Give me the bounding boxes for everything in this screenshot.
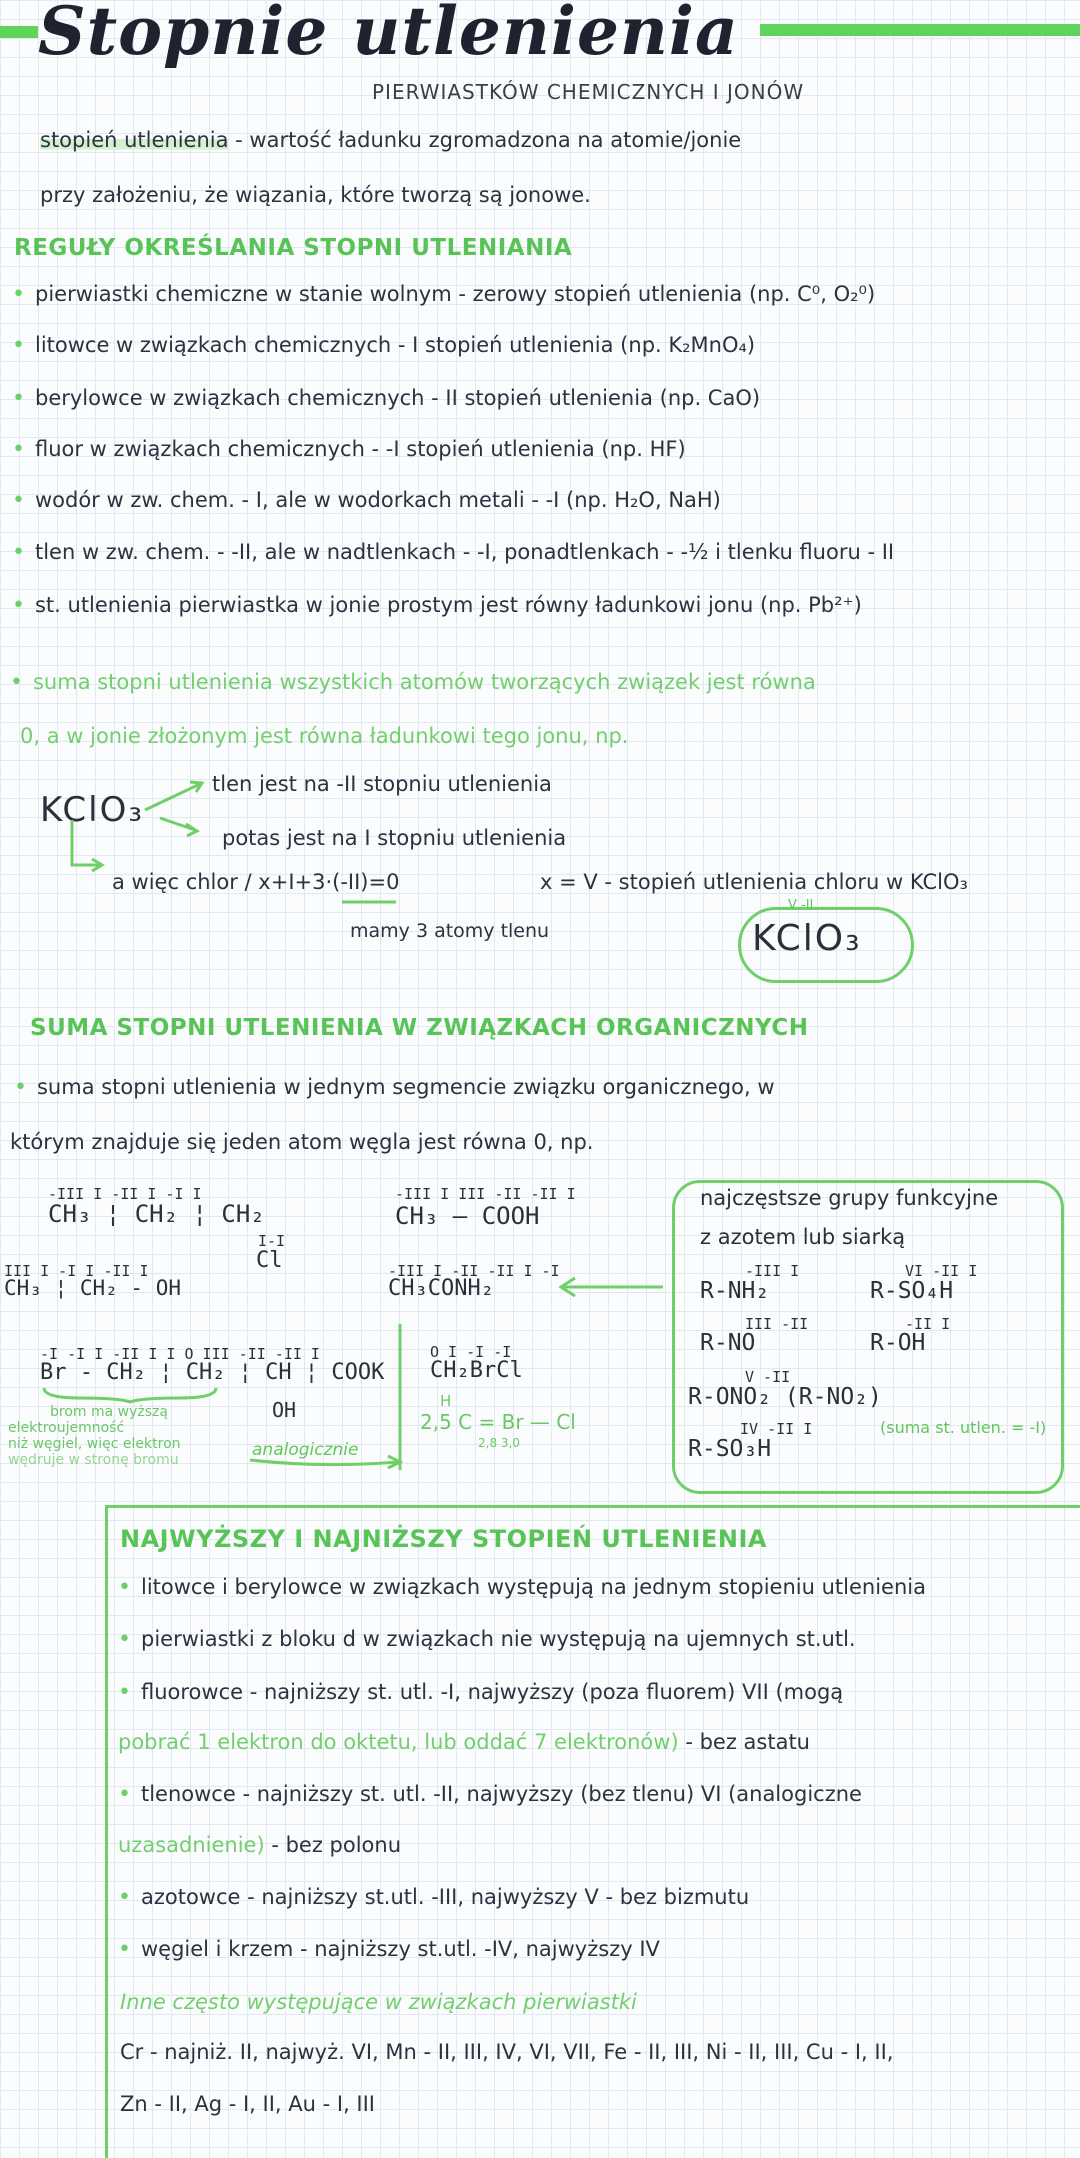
bullet-dot-icon: • [118, 1885, 131, 1910]
bullet-dot-icon: • [12, 282, 25, 307]
title-underline-right [760, 24, 1080, 36]
bullet-dot-icon: • [10, 670, 23, 695]
rule-item: • tlen w zw. chem. - -II, ale w nadtlenkach - -I, ponadtlenkach - -½ i tlenku fluoru - II [12, 540, 895, 565]
rule-item: • berylowce w związkach chemicznych - II stopień utlenienia (np. CaO) [12, 386, 761, 411]
organic-en-vals: 2,8 3,0 [478, 1436, 520, 1450]
bullet-dot-icon: • [12, 488, 25, 513]
extremes-item: • azotowce - najniższy st.utl. -III, najwyższy V - bez bizmutu [118, 1885, 750, 1910]
bullet-dot-icon: • [12, 386, 25, 411]
organic-ex4: CH₃CONH₂ [388, 1276, 494, 1301]
bullet-dot-icon: • [118, 1627, 131, 1652]
extremes-heading: NAJWYŻSZY I NAJNIŻSZY STOPIEŃ UTLENIENIA [120, 1525, 767, 1553]
example-boxed-ox: V -II [788, 898, 814, 913]
organic-en-h: H [440, 1392, 452, 1410]
group-ox: III -II [745, 1315, 809, 1333]
rule-item: • litowce w związkach chemicznych - I stopień utlenienia (np. K₂MnO₄) [12, 333, 756, 358]
example-underline [340, 896, 400, 910]
organic-brace [40, 1386, 220, 1404]
page-subtitle: PIERWIASTKÓW CHEMICZNYCH I JONÓW [372, 80, 805, 104]
rules-heading: REGUŁY OKREŚLANIA STOPNI UTLENIANIA [14, 235, 573, 261]
definition-line-2: przy założeniu, że wiązania, które tworzą są jonowe. [40, 183, 591, 207]
bullet-dot-icon: • [14, 1075, 27, 1100]
organic-ex4-ox: -III I -II -II I -I [388, 1262, 560, 1280]
example-formula: KClO₃ [40, 790, 145, 830]
example-branch-chlorine: a więc chlor / x+I+3·(-II)=0 [112, 870, 400, 894]
groups-sum-note: (suma st. utlen. = -I) [880, 1418, 1047, 1437]
organic-ex3: CH₃ ¦ CH₂ - OH [4, 1276, 182, 1300]
extremes-item: • fluorowce - najniższy st. utl. -I, najwyższy (poza fluorem) VII (mogą [118, 1680, 844, 1705]
group-ox: V -II [745, 1368, 791, 1386]
sum-rule-line-1: • suma stopni utlenienia wszystkich atomów tworzących związek jest równa [10, 670, 816, 695]
organic-ex6-ox: O I -I -I [430, 1343, 512, 1361]
other-elements-line-2: Zn - II, Ag - I, II, Au - I, III [120, 2092, 375, 2116]
extremes-item-cont: uzasadnienie) - bez polonu [118, 1833, 402, 1857]
rule-item: • st. utlenienia pierwiastka w jonie prostym jest równy ładunkowi jonu (np. Pb²⁺) [12, 593, 862, 618]
organic-note-4: wędruje w stronę bromu [8, 1452, 179, 1468]
bullet-dot-icon: • [12, 593, 25, 618]
definition-rest: - wartość ładunku zgromadzona na atomie/jonie [228, 128, 742, 152]
example-branch-oxygen: tlen jest na -II stopniu utlenienia [212, 772, 552, 796]
organic-note-3: niż węgiel, więc elektron [8, 1436, 181, 1452]
organic-ex1-sub: Cl [256, 1248, 283, 1273]
group-item: R-SO₄H [870, 1278, 954, 1304]
page-title: Stopnie utlenienia [38, 0, 739, 70]
extremes-item: • pierwiastki z bloku d w związkach nie występują na ujemnych st.utl. [118, 1627, 856, 1652]
organic-ex5-ox: -I -I I -II I I O III -II -II I [40, 1345, 320, 1363]
example-branch-potassium: potas jest na I stopniu utlenienia [222, 826, 567, 850]
group-item: R-OH [870, 1330, 926, 1356]
group-ox: IV -II I [740, 1420, 813, 1438]
extremes-item: • litowce i berylowce w związkach występują na jednym stopieniu utlenienia [118, 1575, 926, 1600]
organic-ex6: CH₂BrCl [430, 1358, 523, 1383]
organic-ex5: Br - CH₂ ¦ CH₂ ¦ CH ¦ COOK [40, 1360, 385, 1385]
group-item: R-SO₃H [688, 1436, 772, 1462]
extremes-item: • węgiel i krzem - najniższy st.utl. -IV, najwyższy IV [118, 1937, 660, 1962]
extremes-item-cont: pobrać 1 elektron do oktetu, lub oddać 7 elektronów) - bez astatu [118, 1730, 810, 1754]
organic-en-row: 2,5 C = Br — Cl [420, 1410, 576, 1434]
organic-ex3-ox: III I -I I -II I [4, 1262, 149, 1280]
rule-item: • pierwiastki chemiczne w stanie wolnym - zerowy stopień utlenienia (np. C⁰, O₂⁰) [12, 282, 876, 307]
example-result: x = V - stopień utlenienia chloru w KClO₃ [540, 870, 968, 894]
organic-ex2-ox: -III I III -II -II I [395, 1185, 576, 1203]
organic-line-1: • suma stopni utlenienia w jednym segmencie związku organicznego, w [14, 1075, 775, 1100]
group-ox: -II I [905, 1315, 951, 1333]
bullet-dot-icon: • [118, 1680, 131, 1705]
organic-ex5-sub: OH [272, 1398, 297, 1422]
organic-line-2: którym znajduje się jeden atom węgla jest równa 0, np. [10, 1130, 594, 1154]
groups-title-2: z azotem lub siarką [700, 1225, 906, 1249]
group-item: R-ONO₂ (R-NO₂) [688, 1384, 882, 1410]
example-note: mamy 3 atomy tlenu [350, 920, 550, 942]
organic-note-1: brom ma wyższą [50, 1404, 168, 1420]
organic-arrow-icon [555, 1272, 667, 1302]
bullet-dot-icon: • [12, 437, 25, 462]
bullet-dot-icon: • [118, 1575, 131, 1600]
analog-connector-arrow [240, 1320, 420, 1480]
organic-heading: SUMA STOPNI UTLENIENIA W ZWIĄZKACH ORGANICZNYCH [30, 1015, 809, 1041]
organic-ex1: CH₃ ¦ CH₂ ¦ CH₂ [48, 1200, 265, 1228]
sum-rule-line-2: 0, a w jonie złożonym jest równa ładunkowi tego jonu, np. [20, 724, 629, 748]
group-ox: -III I [745, 1262, 800, 1280]
organic-ex1-ox: -III I -II I -I I [48, 1185, 202, 1203]
bullet-dot-icon: • [118, 1937, 131, 1962]
groups-title-1: najczęstsze grupy funkcyjne [700, 1186, 999, 1210]
bullet-dot-icon: • [12, 333, 25, 358]
organic-note-2: elektroujemność [8, 1420, 125, 1436]
definition-term: stopień utlenienia [40, 128, 229, 152]
organic-ex1-sub-ox: I-I [258, 1232, 286, 1250]
group-item: R-NO [700, 1330, 756, 1356]
group-item: R-NH₂ [700, 1278, 770, 1304]
rule-item: • wodór w zw. chem. - I, ale w wodorkach metali - -I (np. H₂O, NaH) [12, 488, 721, 513]
definition-line-1 [40, 128, 741, 152]
extremes-item: • tlenowce - najniższy st. utl. -II, najwyższy (bez tlenu) VI (analogiczne [118, 1782, 862, 1807]
title-underline-left [0, 26, 38, 38]
rule-item: • fluor w związkach chemicznych - -I stopień utlenienia (np. HF) [12, 437, 686, 462]
other-elements-heading: Inne często występujące w związkach pierwiastki [120, 1990, 637, 2014]
organic-ex2: CH₃ — COOH [395, 1202, 540, 1230]
bullet-dot-icon: • [12, 540, 25, 565]
example-branch-arrows [60, 770, 210, 880]
organic-analog-label: analogicznie [252, 1440, 359, 1460]
example-boxed-formula: KClO₃ [752, 918, 862, 959]
group-ox: VI -II I [905, 1262, 978, 1280]
bullet-dot-icon: • [118, 1782, 131, 1807]
other-elements-line-1: Cr - najniż. II, najwyż. VI, Mn - II, III, IV, VI, VII, Fe - II, III, Ni - II, III, Cu - I, II, [120, 2040, 894, 2064]
